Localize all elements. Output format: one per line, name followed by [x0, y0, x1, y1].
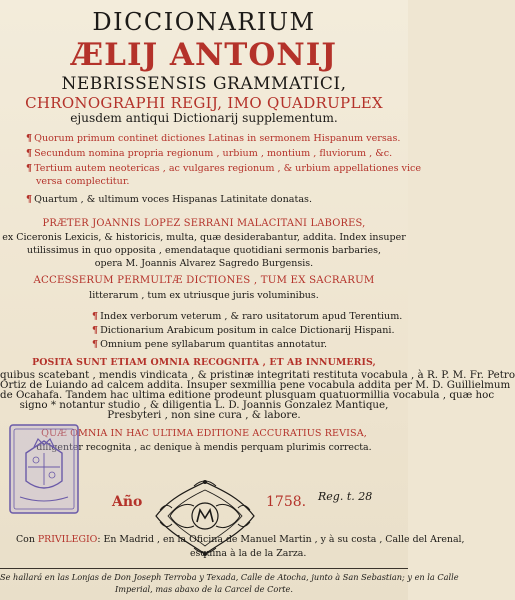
contents-item-3-cont: versa complectitur.	[36, 176, 130, 187]
index-item-2-text: Dictionarium Arabicum positum in calce Dictionarij Hispani.	[100, 325, 395, 336]
title-line-supplementum: ejusdem antiqui Dictionarij supplementum.	[70, 111, 338, 125]
index-item-3-text: Omnium pene syllabarum quantitas annotatur.	[100, 339, 328, 350]
title-line-chronographi: CHRONOGRAPHI REGIJ, IMO QUADRUPLEX	[25, 94, 383, 112]
praeter-line-4: opera M. Joannis Alvarez Sagredo Burgensis.	[94, 258, 314, 269]
index-item-1	[92, 311, 402, 323]
contents-item-4	[26, 194, 312, 206]
accesserum-line-2: litterarum , tum ex utriusque juris voluminibus.	[89, 290, 319, 301]
footer-line-2: Imperial, mas abaxo de la Carcel de Corte.	[115, 584, 293, 594]
contents-item-3	[26, 163, 421, 175]
posita-line-5: signo * notantur studio , & diligentia L. D. Joannis Gonzalez Mantique,	[19, 399, 389, 411]
pilcrow-icon: ¶	[92, 311, 99, 322]
index-item-3	[92, 339, 327, 351]
year-label: Año	[112, 494, 143, 510]
posita-heading: POSITA SUNT ETIAM OMNIA RECOGNITA , ET AB INNUMERIS,	[32, 357, 376, 368]
footer-rule	[0, 568, 408, 569]
contents-item-2-text: Secundum nomina propria regionum , urbium , montium , fluviorum , &c.	[34, 148, 393, 159]
handwritten-shelfmark: Reg. t. 28	[318, 490, 373, 503]
pilcrow-icon: ¶	[92, 339, 99, 350]
title-line-diccionarium: DICCIONARIUM	[92, 8, 316, 36]
posita-line-4: de Ocahafa. Tandem hac ultima editione prodeunt plusquam quatuormillia vocabula , quæ hoc	[0, 389, 495, 401]
title-line-aelij-antonij: ÆLIJ ANTONIJ	[71, 37, 337, 73]
imprint-line-1	[16, 534, 465, 546]
imprint-privilegio: PRIVILEGIO	[37, 534, 98, 545]
index-item-1-text: Index verborum veterum , & raro usitatorum apud Terentium.	[100, 311, 403, 322]
posita-line-2: quibus scatebant , mendis vindicata , & pristinæ integritati restituta vocabula , à R. P. M. Fr. Petro	[0, 369, 515, 381]
imprint-con: Con	[16, 534, 35, 545]
posita-line-3: Ortiz de Luiando ad calcem addita. Insuper sexmillia pene vocabula addita per M. D. Guillielmum	[0, 379, 511, 391]
quae-line-2: diligenter recognita , ac denique à mendis perquam plurimis correcta.	[36, 442, 372, 453]
pilcrow-icon: ¶	[92, 325, 99, 336]
index-item-2	[92, 325, 395, 337]
contents-item-1	[26, 133, 400, 145]
footer-line-1: Se hallará en las Lonjas de Don Joseph Terroba y Texada, Calle de Atocha, junto à San Sebastian; y en la Calle	[0, 572, 459, 582]
contents-item-3-text: Tertium autem neotericas , ac vulgares regionum , & urbium appellationes vice	[34, 163, 422, 174]
pilcrow-icon: ¶	[26, 133, 33, 144]
quae-heading: QUÆ OMNIA IN HAC ULTIMA EDITIONE ACCURATIUS REVISA,	[41, 428, 367, 439]
contents-item-1-text: Quorum primum continet dictiones Latinas in sermonem Hispanum versas.	[34, 133, 401, 144]
title-line-nebrissensis: NEBRISSENSIS GRAMMATICI,	[61, 74, 347, 94]
praeter-line-2: ex Ciceronis Lexicis, & historicis, multa, quæ desiderabantur, addita. Index insuper	[2, 232, 406, 243]
accesserum-heading: ACCESSERUM PERMULTÆ DICTIONES , TUM EX SACRARUM	[33, 275, 375, 286]
year-value: 1758.	[266, 494, 307, 510]
pilcrow-icon: ¶	[26, 148, 33, 159]
contents-item-2	[26, 148, 392, 160]
imprint-line-2: esquina à la de la Zarza.	[190, 548, 307, 559]
posita-line-6: Presbyteri , non sine cura , & labore.	[107, 409, 301, 421]
library-stamp	[8, 423, 80, 515]
contents-item-4-text: Quartum , & ultimum voces Hispanas Latinitate donatas.	[34, 194, 313, 205]
praeter-heading: PRÆTER JOANNIS LOPEZ SERRANI MALACITANI LABORES,	[42, 218, 366, 229]
pilcrow-icon: ¶	[26, 194, 33, 205]
pilcrow-icon: ¶	[26, 163, 33, 174]
praeter-line-3: utilissimus in quo opposita , emendataque quotidiani sermonis barbaries,	[26, 245, 382, 256]
imprint-line-1-rest: : En Madrid , en la Oficina de Manuel Martin , y à su costa , Calle del Arenal,	[97, 534, 465, 545]
